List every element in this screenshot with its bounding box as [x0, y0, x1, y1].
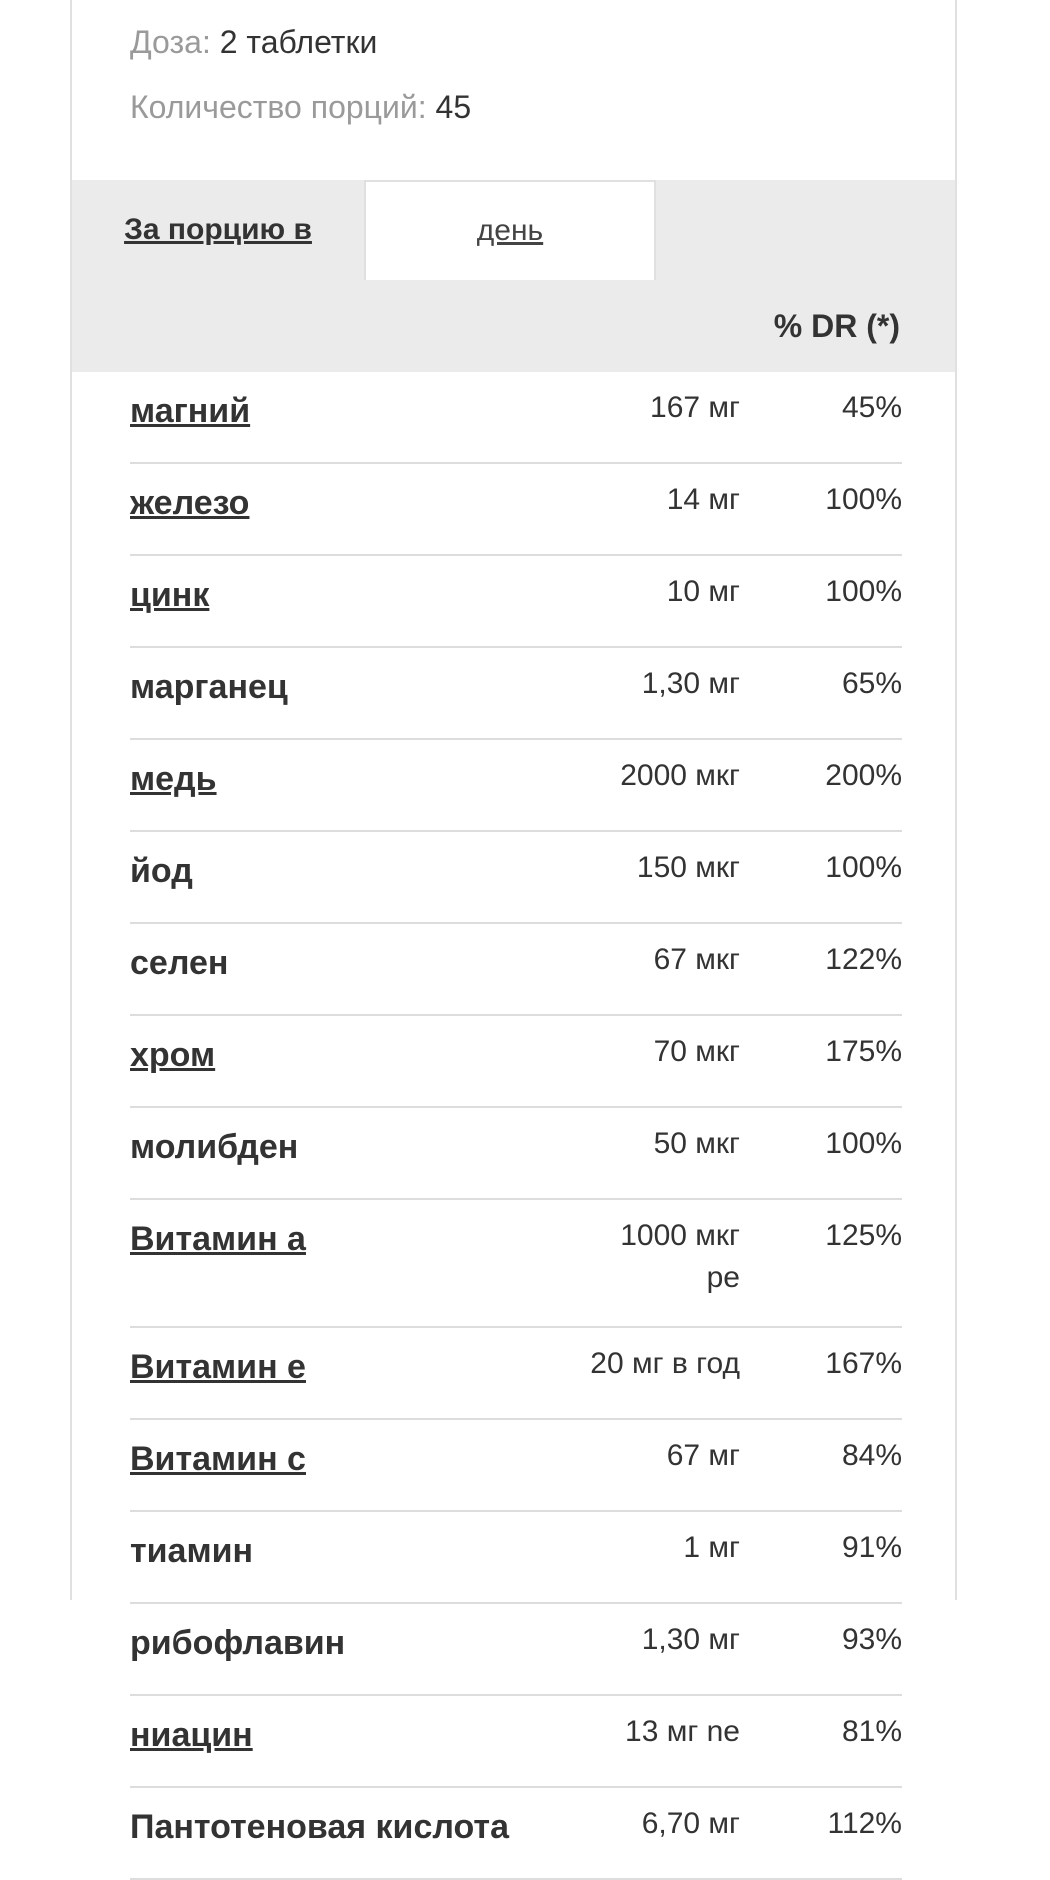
- nutrient-name: йод: [130, 831, 520, 923]
- nutrient-amount: 50 мкг: [520, 1107, 740, 1199]
- nutrient-link[interactable]: медь: [130, 739, 520, 831]
- dose-value: 2 таблетки: [219, 24, 378, 60]
- nutrient-dr: 100%: [740, 1107, 902, 1199]
- nutrient-dr: 125%: [740, 1199, 902, 1327]
- nutrient-amount: 2000 мкг: [520, 739, 740, 831]
- table-row: [130, 463, 902, 555]
- nutrient-dr: 100%: [740, 463, 902, 555]
- nutrient-amount: 1000 мкг ре: [520, 1199, 740, 1327]
- nutrient-name: рибофлавин: [130, 1603, 520, 1695]
- nutrient-name: тиамин: [130, 1511, 520, 1603]
- table-row: [130, 1015, 902, 1107]
- nutrient-amount: 70 мкг: [520, 1015, 740, 1107]
- nutrient-amount: 1 мг: [520, 1511, 740, 1603]
- dose-line: [130, 22, 377, 62]
- nutrient-link[interactable]: магний: [130, 372, 520, 463]
- nutrient-amount: 1,30 мг: [520, 1603, 740, 1695]
- nutrient-link[interactable]: Витамин а: [130, 1199, 520, 1327]
- nutrient-link[interactable]: цинк: [130, 555, 520, 647]
- table-row: [130, 1419, 902, 1511]
- table-row: [130, 647, 902, 739]
- nutrient-name: молибден: [130, 1107, 520, 1199]
- table-row: [130, 1511, 902, 1603]
- nutrient-dr: 122%: [740, 923, 902, 1015]
- nutrient-dr: 200%: [740, 739, 902, 831]
- table-row: [130, 1327, 902, 1419]
- nutrient-dr: 65%: [740, 647, 902, 739]
- servings-label: Количество порций:: [130, 89, 427, 125]
- nutrient-amount: 167 мг: [520, 372, 740, 463]
- nutrient-dr: 91%: [740, 1511, 902, 1603]
- table-row: [130, 1107, 902, 1199]
- table-row: [130, 1603, 902, 1695]
- nutrient-amount: 20 мг в год: [520, 1327, 740, 1419]
- nutrient-amount: 13 мг ne: [520, 1695, 740, 1787]
- table-row: [130, 1199, 902, 1327]
- serving-tabs: [72, 180, 955, 280]
- nutrient-amount: 6,70 мг: [520, 1787, 740, 1879]
- nutrient-dr: 175%: [740, 1015, 902, 1107]
- nutrient-link[interactable]: железо: [130, 463, 520, 555]
- nutrient-link[interactable]: Витамин е: [130, 1327, 520, 1419]
- nutrient-amount: 10 мг: [520, 555, 740, 647]
- nutrient-dr: 100%: [740, 555, 902, 647]
- nutrient-name: Пантотеновая кислота: [130, 1787, 520, 1879]
- nutrient-dr: 112%: [740, 1787, 902, 1879]
- nutrient-dr: 167%: [740, 1327, 902, 1419]
- nutrient-dr: 45%: [740, 372, 902, 463]
- table-row: [130, 1695, 902, 1787]
- nutrient-link[interactable]: ниацин: [130, 1695, 520, 1787]
- nutrient-dr: 100%: [740, 831, 902, 923]
- table-row: [130, 555, 902, 647]
- nutrient-amount: 1,30 мг: [520, 647, 740, 739]
- nutrient-link[interactable]: хром: [130, 1015, 520, 1107]
- header-dr: % DR (*): [773, 308, 900, 344]
- table-row: [130, 831, 902, 923]
- nutrient-amount: 150 мкг: [520, 831, 740, 923]
- nutrient-link[interactable]: Витамин с: [130, 1419, 520, 1511]
- tab-per-day[interactable]: день: [364, 180, 656, 280]
- nutrient-name: селен: [130, 923, 520, 1015]
- table-row: [130, 739, 902, 831]
- table-row: [130, 923, 902, 1015]
- nutrient-dr: 81%: [740, 1695, 902, 1787]
- nutrient-dr: 84%: [740, 1419, 902, 1511]
- nutrient-name: марганец: [130, 647, 520, 739]
- nutrition-card: [70, 0, 957, 1846]
- table-header: [72, 280, 955, 372]
- dose-label: Доза:: [130, 24, 211, 60]
- table-row: [130, 1787, 902, 1879]
- nutrient-amount: 67 мкг: [520, 923, 740, 1015]
- tab-per-serving[interactable]: За порцию в: [124, 213, 312, 246]
- nutrient-amount: 67 мг: [520, 1419, 740, 1511]
- nutrient-dr: 93%: [740, 1603, 902, 1695]
- servings-value: 45: [435, 89, 472, 125]
- servings-line: [130, 87, 471, 127]
- nutrient-amount: 14 мг: [520, 463, 740, 555]
- table-row: [130, 372, 902, 463]
- nutrients-table: [130, 372, 902, 1880]
